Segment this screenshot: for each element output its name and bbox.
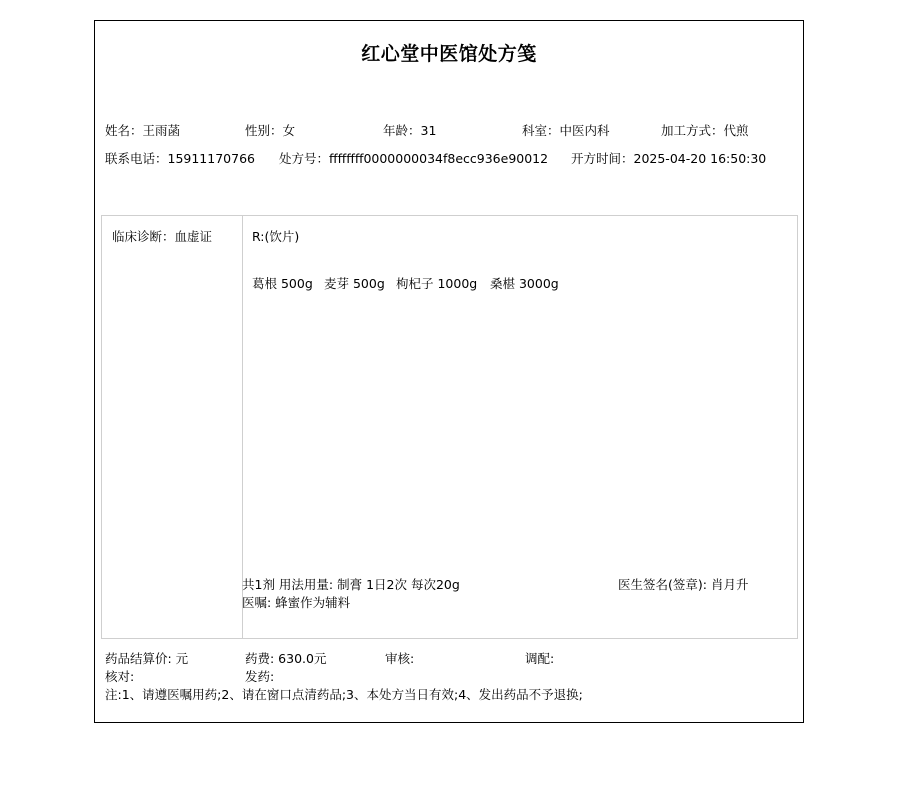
clinical-diagnosis: 临床诊断：血虚证 [112, 229, 213, 244]
drug-fee: 药费: 630.0元 [245, 651, 327, 666]
herb-item: 桑椹 3000g [490, 276, 559, 291]
usage-dosage: 共1剂 用法用量: 制膏 1日2次 每次20g [242, 577, 460, 592]
check-label: 核对: [105, 669, 135, 684]
doctor-advice: 医嘱: 蜂蜜作为辅料 [242, 595, 351, 610]
dispense-prep-label: 调配: [525, 651, 555, 666]
page-title: 红心堂中医馆处方笺 [361, 43, 537, 65]
settlement-price: 药品结算价: 元 [105, 651, 189, 666]
prescription-sheet [94, 20, 804, 723]
herb-item: 葛根 500g [252, 276, 313, 291]
patient-age: 年龄：31 [383, 123, 437, 138]
patient-name: 姓名：王雨菡 [105, 123, 181, 138]
patient-department: 科室：中医内科 [522, 123, 610, 138]
patient-gender: 性别：女 [245, 123, 296, 138]
issue-label: 发药: [245, 669, 275, 684]
footer-note: 注:1、请遵医嘱用药;2、请在窗口点清药品;3、本处方当日有效;4、发出药品不予退换; [105, 687, 583, 702]
patient-phone: 联系电话：15911170766 [105, 151, 255, 166]
prescription-box [101, 215, 798, 639]
column-divider [242, 216, 243, 638]
prescription-time: 开方时间：2025-04-20 16:50:30 [571, 151, 767, 166]
review-label: 审核: [385, 651, 415, 666]
doctor-signature: 医生签名(签章): 肖月升 [618, 577, 749, 592]
herb-item: 麦芽 500g [324, 276, 385, 291]
herb-item: 枸杞子 1000g [396, 276, 478, 291]
rx-header: R:(饮片) [252, 229, 300, 244]
processing-method: 加工方式：代煎 [661, 123, 749, 138]
prescription-number: 处方号：ffffffff0000000034f8ecc936e90012 [279, 151, 549, 166]
